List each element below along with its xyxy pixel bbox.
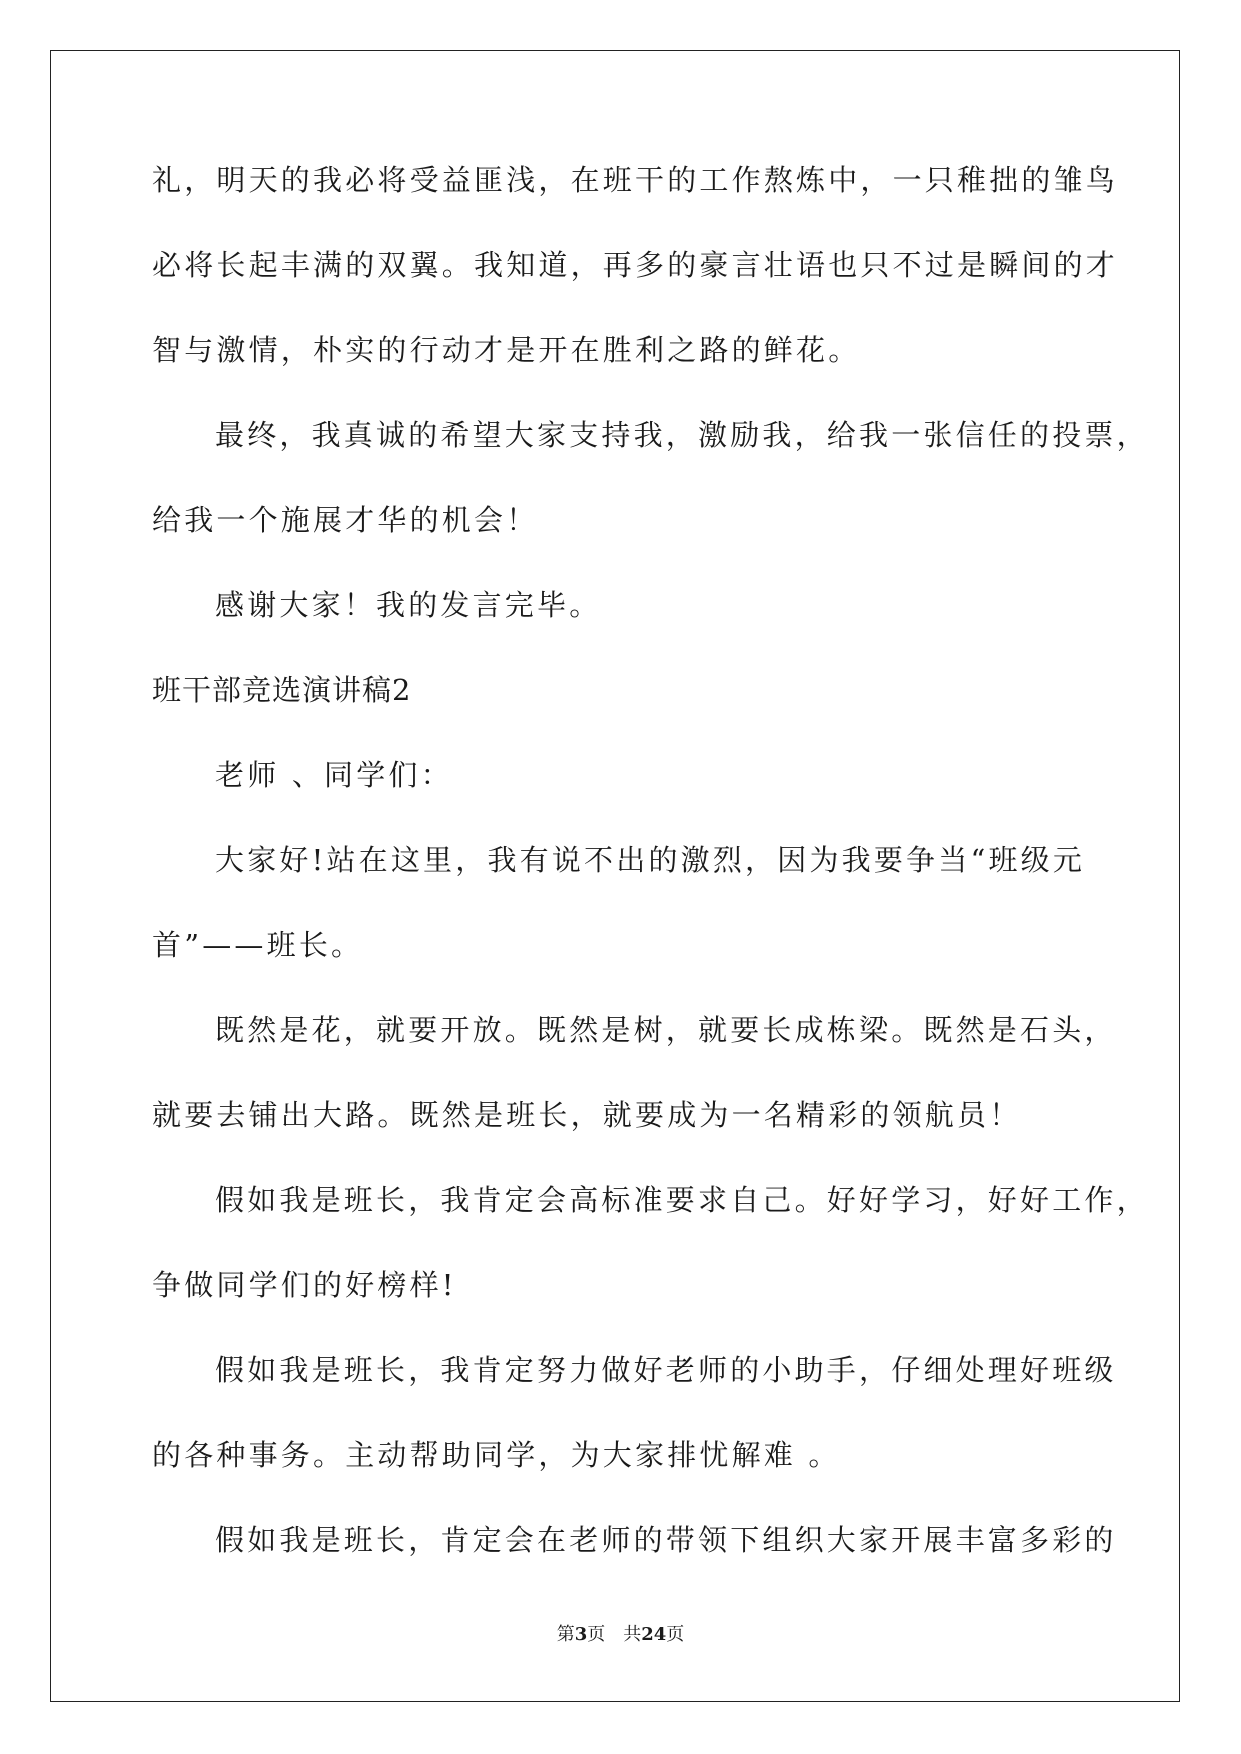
- paragraph-line: 感谢大家！我的发言完毕。: [215, 588, 602, 622]
- total-page-number: 24: [641, 1624, 667, 1645]
- page-mid: 页 共: [587, 1624, 642, 1645]
- paragraph-line: 争做同学们的好榜样!: [152, 1268, 457, 1302]
- paragraph-line: 假如我是班长，我肯定会高标准要求自己。好好学习，好好工作，: [215, 1183, 1149, 1217]
- paragraph-line: 礼，明天的我必将受益匪浅，在班干的工作熬炼中，一只稚拙的雏鸟: [152, 163, 1119, 197]
- paragraph-line: 智与激情，朴实的行动才是开在胜利之路的鲜花。: [152, 333, 861, 367]
- paragraph-line: 首”——班长。: [152, 928, 364, 962]
- paragraph-line: 给我一个施展才华的机会！: [152, 503, 539, 537]
- salutation: 老师 、同学们：: [215, 758, 453, 792]
- paragraph-line: 既然是花，就要开放。既然是树，就要长成栋梁。既然是石头，: [215, 1013, 1117, 1047]
- paragraph-line: 就要去铺出大路。既然是班长，就要成为一名精彩的领航员！: [152, 1098, 1022, 1132]
- paragraph-line: 假如我是班长，我肯定努力做好老师的小助手，仔细处理好班级: [215, 1353, 1117, 1387]
- page-number-footer: [0, 1620, 1241, 1646]
- paragraph-line: 必将长起丰满的双翼。我知道，再多的豪言壮语也只不过是瞬间的才: [152, 248, 1119, 282]
- current-page-number: 3: [574, 1624, 588, 1645]
- paragraph-line: 大家好!站在这里，我有说不出的激烈，因为我要争当“班级元: [215, 843, 1086, 877]
- paragraph-line: 假如我是班长，肯定会在老师的带领下组织大家开展丰富多彩的: [215, 1523, 1117, 1557]
- section-heading: 班干部竞选演讲稿2: [152, 673, 412, 707]
- paragraph-line: 最终，我真诚的希望大家支持我，激励我，给我一张信任的投票，: [215, 418, 1149, 452]
- page-prefix: 第: [556, 1624, 575, 1645]
- document-body: [152, 160, 1149, 1605]
- page-suffix: 页: [666, 1624, 685, 1645]
- paragraph-line: 的各种事务。主动帮助同学，为大家排忧解难 。: [152, 1438, 841, 1472]
